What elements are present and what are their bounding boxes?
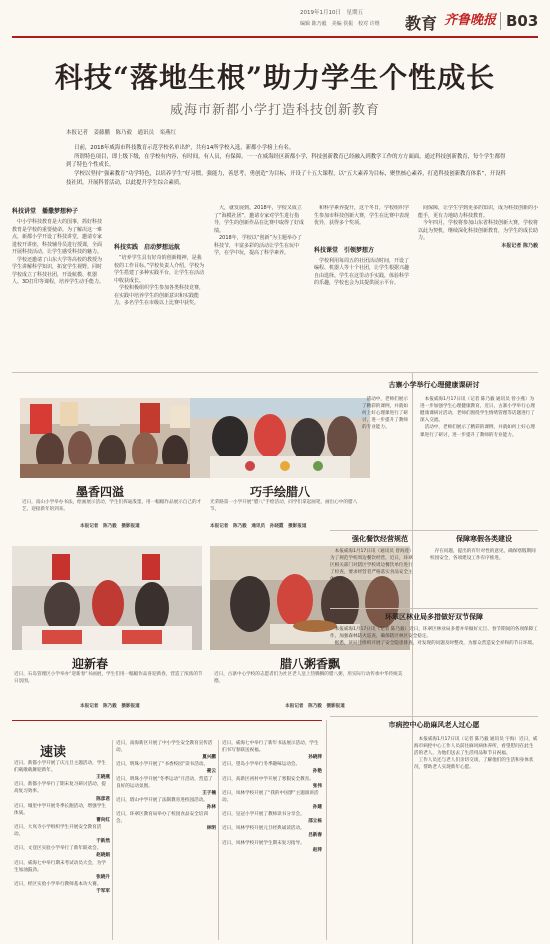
divider	[12, 372, 538, 373]
story-title: 市病控中心助麻风老人过心愿	[388, 721, 480, 729]
paragraph: 工作人员还与老人们亲切交谈，了解他们的生活和身体状况，帮助老人实现新年心愿。	[414, 758, 534, 771]
divider	[112, 740, 113, 940]
photo-calligraphy	[20, 398, 200, 478]
brief-text: 近日，凤林学校开展学生期末复习指导。	[222, 840, 305, 846]
brief-author: 孙建	[312, 804, 322, 810]
brief-author: 林明	[206, 826, 216, 832]
article-column-5	[418, 205, 538, 365]
lead-paragraph: 日前，2018年威海市科技教育示范学校名单出炉，共有14所学校入选，新都小学榜上有名。	[74, 145, 295, 151]
brief-author: 陈彦君	[96, 796, 110, 802]
brief-author: 于军军	[96, 888, 110, 894]
paragraph: 和科学素养提升，这个冬日，学校组织学生参加市科技创新大赛，学生在比赛中表现优异，获得多个奖项。	[314, 205, 410, 226]
story-body	[420, 396, 538, 500]
briefs-rule	[12, 720, 322, 721]
brief-author: 赵萍	[312, 847, 322, 853]
brief-text: 近日，大岚寺小学组织学生开展安全教育活动。	[14, 824, 102, 838]
photo-caption: 近日，南山小学举办书法，绘画展示活动，学生们挥毫泼墨，用一幅幅作品展示自己的才艺，迎接新年的到来。	[22, 500, 202, 512]
paragraph: 据悉，该局还组织开展了安全隐患排查，对发现的问题及时整改，为群众营造安全祥和的节日环境。	[334, 641, 537, 647]
main-headline: 科技“落地生根”助力学生个性成长	[54, 61, 496, 94]
paragraph: 中小学科技教育是大的国事，抓好科技教育是学校的重要使命。为了解决这一难点，新都小学开设了科技讲堂，邀请专家进校开讲座，科技辅导员进行授课，全面开展科技活动，让学生感受科技的魅力。	[12, 219, 103, 255]
paragraph: 学校积极组织学生参加各类科技竞赛，在实践中培养学生的创新意识和实践能力，多名学生在市级以上比赛中获奖。	[114, 285, 205, 306]
brief-text: 近日，皇冠小学开展了教师读书分享会。	[222, 812, 305, 818]
paragraph: 活动中，老师们展示了精彩的课例，并就如何上好心理课进行了研讨，进一步提升了教师的专业能力。	[420, 425, 535, 438]
divider	[330, 530, 538, 531]
briefs-column-3	[222, 740, 322, 940]
story-body	[430, 548, 538, 606]
story-title: 环翠区林业局多措做好双节保障	[385, 613, 483, 621]
brief-text: 近日，威海七中举行期末考试动员大会，为学生加油鼓劲。	[14, 860, 106, 873]
paragraph: 存在问题，提出的有针对性的意见，确保寒假期间校园安全，各项建设工作有序推进。	[430, 549, 536, 562]
brief-text: 近日，高新区初村中学开展了寒假安全教育。	[222, 776, 314, 782]
photo-caption: 光荣路第一小学开展“腊八”手绘活动，同学们拿起画笔，画出心中的腊八节。	[210, 500, 358, 512]
brief-text: 近日，新都小学举行了期末复习研讨活动，提高复习效率。	[14, 782, 106, 795]
brief-text: 近日，文登区实验小学举行了新年联欢会。	[14, 846, 102, 852]
briefs-title: 速读	[40, 745, 67, 760]
photo-credit: 本报记者 陈乃毅 摄影报道	[80, 524, 140, 529]
paragraph: 本报威海1月17日讯（通讯员 曾海莲）为了规范学校周边餐饮经营，近日，环翠区相关部门对辖区学校周边餐饮单位进行了检查，要求经营者严格落实食品安全主体责任。	[330, 549, 414, 583]
story-title: 古寨小学举行心理健康课研讨	[388, 381, 480, 389]
story-title: 保障寒假各类建设	[456, 535, 512, 543]
brief-text: 近日，新都小学开展了庆元旦主题活动，学生们载歌载舞迎新年。	[14, 761, 106, 774]
paragraph: 本报威海1月17日讯（记者 陈乃毅）近日，环翠区林业局多措并举做好元旦、春节期间的各项保障工作，加强森林防火巡查，确保辖区林区安全稳定。	[330, 627, 538, 640]
brief-text: 近日，经区实验小学举行教师基本功大赛。	[14, 881, 102, 887]
story-body	[330, 626, 538, 714]
photo-title: 墨香四溢	[75, 485, 124, 499]
photo-laba-drawing	[190, 398, 370, 478]
photo-title: 腊八粥香飘	[279, 657, 340, 671]
article-lead	[66, 144, 506, 187]
brief-author: 张伟	[312, 783, 322, 789]
paragraph: 间保障，让学生学到更多的知识，成为科技创新的小能手，更有力地助力科技教育。	[418, 205, 538, 219]
lead-paragraph: 学校以坚持“强素教育”功学特色，以培养学生“好习惯，强能力，善思考，勇创造”为目标，开设了十五大课程，以“五大素养为目标，聚焦核心素养，打造科技创新教育体系”，开设科技社团，开展科普活动，以此提升学生综合素质。	[66, 170, 506, 186]
brief-author: 邵立栋	[308, 819, 322, 825]
photo-title: 迎新春	[71, 657, 108, 671]
lead-paragraph: 所谓特色项目，即上级下级，在学校有内容，有时间，有人员，有保障。一一在威海经区新都小学，科技创新教育已经融入到教学工作的方方面面，通过科技创新教育，每个学生都得到了特色个性成长。	[66, 153, 506, 169]
photo-caption: 近日，石岛管理区小学举办“迎新春”书画展，学生们用一幅幅作品喜迎新春，营造了浓浓的节日氛围。	[14, 672, 203, 684]
brief-text: 近日，凤林学校开展了“我的中国梦”主题演讲活动。	[222, 790, 319, 803]
brief-text: 近日，威海七中举行了新年书法展示活动，学生们书写春联送祝福。	[222, 741, 319, 754]
brief-text: 近日，明珠小学开展“冬季运动”月活动，营造了良好的运动氛围。	[116, 776, 213, 789]
paragraph: 本报威海1月17日讯（记者 陈乃毅 通讯员 宇海）近日，威海市病控中心工作人员前往麻风病休养所，看望慰问在此生活的老人，为他们送去了生活用品和节日祝福。	[414, 737, 538, 757]
brief-author: 于新然	[96, 839, 110, 845]
masthead-logo: 齐鲁晚报	[444, 13, 497, 28]
brief-author: 夏兴鹏	[202, 755, 216, 761]
brief-author: 聂云	[206, 769, 216, 775]
sub-headline: 威海市新都小学打造科技创新教育	[169, 103, 380, 118]
article-column-4	[314, 205, 410, 365]
paragraph: 今年四月，学校将参加山东省科技创新大赛，学校将以此为契机，继续深化科技创新教育，为学生的成长助力。	[418, 220, 538, 241]
brief-author: 张晓升	[96, 874, 110, 880]
brief-text: 近日，城里中学开展冬季长跑活动，增强学生体质。	[14, 803, 106, 816]
photo-credit: 本报记者 陈乃毅 通讯员 孙晓霞 摄影报道	[210, 524, 307, 529]
brief-author: 王子楠	[202, 790, 216, 796]
section-name: 教育	[405, 14, 438, 33]
header-separator	[500, 12, 501, 30]
paragraph: 学校还邀请了山东大学等高校的教授为学生讲解科学知识，拓宽学生视野。同时学校成立了科技社团，开设航模、机器人、3D打印等课程，培养学生动手能力。	[12, 256, 105, 285]
photo-credit: 本报记者 陈乃毅 摄影报道	[285, 704, 345, 709]
brief-author: 孙林	[206, 804, 216, 810]
paragraph: 本报威海1月17日讯（记者 陈乃毅 通讯员 曾小燕）为进一步加强学生心理健康教育，近日，古寨小学举行心理健康课研讨活动，老师们围绕学生情绪管理等话题进行了深入交流。	[420, 397, 535, 424]
brief-author: 曹向红	[96, 817, 110, 823]
photo-caption: 近日，古寨中心学校的志愿者们为社区老人送上热腾腾的腊八粥，用实际行动传承中华传统美德。	[214, 672, 403, 684]
paragraph: 大，就发展到。2018年，学校又成立了“海模社团”，邀请专家对学生进行指导，学生的创新作品在比赛中取得了好成绩。	[214, 205, 305, 234]
section-heading: 科技讲堂 播撒梦想种子	[12, 208, 79, 215]
brief-text: 近日，南海新区开展了中小学生安全教育宣传活动。	[116, 741, 213, 754]
brief-author: 孙晓萍	[308, 755, 322, 761]
photo-title: 巧手绘腊八	[249, 485, 310, 499]
story-body	[330, 548, 414, 606]
brief-author: 赵晓娟	[96, 853, 110, 859]
photo-credit: 本报记者 陈乃毅 摄影报道	[80, 704, 140, 709]
divider	[326, 720, 327, 940]
story-title: 强化餐饮经营规范	[352, 535, 408, 543]
brief-author: 孙艳	[312, 769, 322, 775]
page-number: B03	[506, 12, 539, 30]
brief-text: 近日，明珠小学开展了“书香校园”读书活动。	[116, 762, 209, 768]
header-rule	[12, 36, 538, 38]
brief-text: 近日，凤林学校开展元旦经典诵读活动。	[222, 826, 305, 832]
divider	[218, 740, 219, 940]
brief-text: 近日，环翠区教育局举办了校园食品安全培训会。	[116, 812, 208, 825]
photo-new-year	[12, 546, 202, 650]
section-heading: 科技课堂 引领梦想方	[314, 246, 375, 254]
briefs-column-2	[116, 740, 216, 940]
divider	[330, 716, 538, 717]
brief-text: 近日，望岛小学举行冬季趣味运动会。	[222, 762, 301, 768]
paragraph: 本报记者 陈乃毅	[501, 242, 538, 249]
paragraph: 活动中，老师们展示了精彩的课例，并就如何上好心理课进行了研讨，进一步提升了教师的专业能力。	[362, 397, 408, 431]
issue-date: 2019年1月10日 星期五	[300, 10, 363, 16]
paragraph: 学校利用每周五的社团活动时间，开设了编程、机器人等十个社团，让学生根据兴趣自由选择。学生在这里动手实践，体验科学的乐趣，学校也会为其提供展示平台。	[314, 257, 410, 286]
divider	[330, 608, 538, 609]
brief-author: 吕新春	[308, 833, 322, 839]
section-heading: 科技实践 启动梦想远航	[114, 244, 181, 251]
editor-line: 编辑 陈乃毅 美编 侯振 校对 许维	[300, 21, 380, 27]
brief-text: 近日，塔山中学开展了法制教育进校园活动。	[116, 797, 208, 803]
story-body-left	[362, 396, 408, 526]
brief-author: 王晓燕	[96, 775, 110, 781]
paragraph: 2018年，学校以“创新”为主题举办了科技节，丰富多彩的活动让学生在玩中学，在学中玩，提高了科学素养。	[214, 235, 302, 256]
story-body	[414, 736, 538, 936]
paragraph: “培养学生具有好奇的创新精神，是我校的工作目标。”学校负责人介绍，学校为学生搭建了多种实践平台，让学生在活动中收获成长。	[114, 255, 205, 284]
briefs-column-1	[14, 760, 110, 940]
article-byline: 本报记者 姜藤鹏 陈乃毅 通讯员 栾燕红	[66, 130, 177, 136]
